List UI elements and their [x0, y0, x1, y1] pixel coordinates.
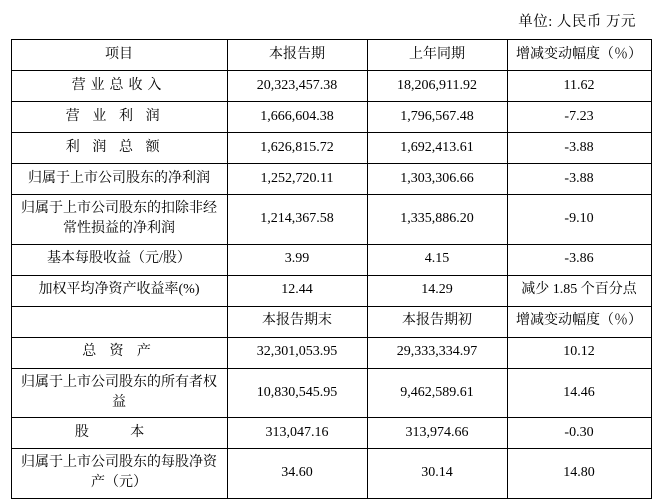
- row-label: 归属于上市公司股东的所有者权益: [11, 368, 227, 418]
- row-current: 3.99: [227, 244, 367, 275]
- row-change: -3.88: [507, 133, 651, 164]
- row-previous: 30.14: [367, 449, 507, 499]
- table-row: [11, 449, 651, 499]
- subheader-period-end: 本报告期末: [227, 306, 367, 337]
- table-row: [11, 244, 651, 275]
- row-change: 减少 1.85 个百分点: [507, 275, 651, 306]
- row-current: 12.44: [227, 275, 367, 306]
- subheader-blank: [11, 306, 227, 337]
- row-label: 归属于上市公司股东的每股净资产（元）: [11, 449, 227, 499]
- table-row: [11, 368, 651, 418]
- table-row: [11, 133, 651, 164]
- row-previous: 313,974.66: [367, 418, 507, 449]
- unit-note: 单位: 人民币 万元: [518, 14, 636, 30]
- subheader-period-begin: 本报告期初: [367, 306, 507, 337]
- row-current: 1,666,604.38: [227, 102, 367, 133]
- row-label: 加权平均净资产收益率(%): [11, 275, 227, 306]
- row-previous: 9,462,589.61: [367, 368, 507, 418]
- financial-summary-table: [11, 39, 652, 499]
- row-current: 1,252,720.11: [227, 164, 367, 195]
- row-change: -3.86: [507, 244, 651, 275]
- table-row: [11, 71, 651, 102]
- subheader-change: 增减变动幅度（％）: [507, 306, 651, 337]
- row-change: -0.30: [507, 418, 651, 449]
- row-current: 1,214,367.58: [227, 195, 367, 245]
- table-header-row: [11, 40, 651, 71]
- row-label: 利润总额: [11, 133, 227, 164]
- row-previous: 1,692,413.61: [367, 133, 507, 164]
- row-current: 313,047.16: [227, 418, 367, 449]
- row-label: 股 本: [11, 418, 227, 449]
- table-row: [11, 337, 651, 368]
- row-previous: 1,303,306.66: [367, 164, 507, 195]
- row-previous: 1,335,886.20: [367, 195, 507, 245]
- row-label: 归属于上市公司股东的净利润: [11, 164, 227, 195]
- row-change: 14.80: [507, 449, 651, 499]
- row-label: 营业总收入: [11, 71, 227, 102]
- row-current: 32,301,053.95: [227, 337, 367, 368]
- row-previous: 1,796,567.48: [367, 102, 507, 133]
- row-current: 34.60: [227, 449, 367, 499]
- row-label: 总 资 产: [11, 337, 227, 368]
- table-subheader-row: [11, 306, 651, 337]
- table-row: [11, 418, 651, 449]
- column-header-prior-period: 上年同期: [367, 40, 507, 71]
- row-change: 10.12: [507, 337, 651, 368]
- row-change: -3.88: [507, 164, 651, 195]
- row-previous: 14.29: [367, 275, 507, 306]
- row-current: 10,830,545.95: [227, 368, 367, 418]
- row-change: -9.10: [507, 195, 651, 245]
- column-header-current-period: 本报告期: [227, 40, 367, 71]
- row-label: 基本每股收益（元/股）: [11, 244, 227, 275]
- row-change: 14.46: [507, 368, 651, 418]
- row-previous: 29,333,334.97: [367, 337, 507, 368]
- row-label: 营业利润: [11, 102, 227, 133]
- row-previous: 4.15: [367, 244, 507, 275]
- row-previous: 18,206,911.92: [367, 71, 507, 102]
- row-label: 归属于上市公司股东的扣除非经常性损益的净利润: [11, 195, 227, 245]
- table-row: [11, 195, 651, 245]
- column-header-change: 增减变动幅度（％）: [507, 40, 651, 71]
- row-current: 20,323,457.38: [227, 71, 367, 102]
- table-row: [11, 102, 651, 133]
- row-change: 11.62: [507, 71, 651, 102]
- table-row: [11, 164, 651, 195]
- row-current: 1,626,815.72: [227, 133, 367, 164]
- table-row: [11, 275, 651, 306]
- column-header-item: 项目: [11, 40, 227, 71]
- row-change: -7.23: [507, 102, 651, 133]
